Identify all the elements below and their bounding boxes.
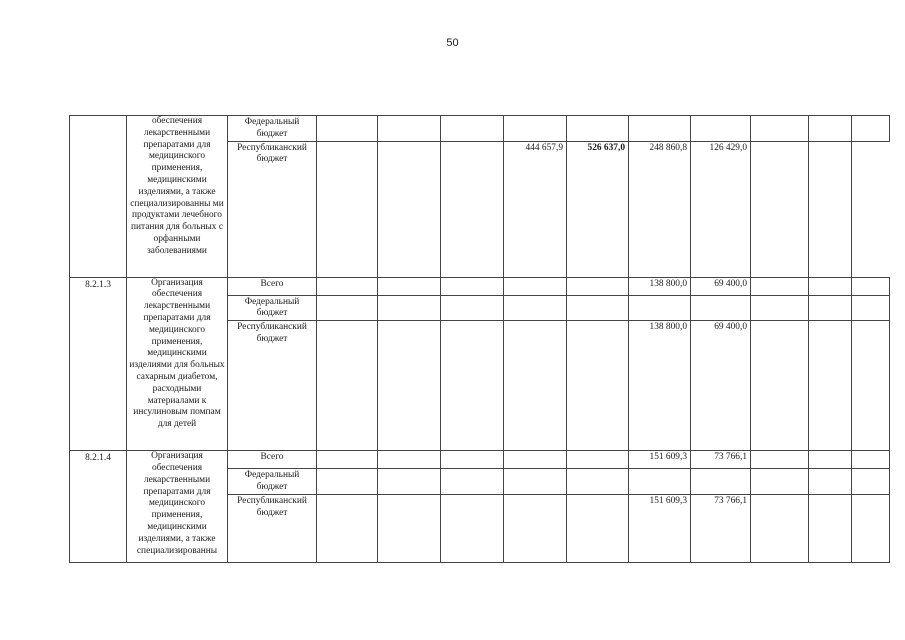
value-cell: 73 766,1 <box>691 494 751 562</box>
source-republic-cell: Республиканский бюджет <box>228 321 317 451</box>
value-cell: 444 657,9 <box>504 141 567 277</box>
source-republic-cell: Республиканский бюджет <box>228 141 317 277</box>
source-total-cell: Всего <box>228 277 317 295</box>
measure-name-cell: Организация обеспечения лекарственными препаратами для медицинского применения, медицинскими изделиями, а также специализированны <box>127 451 228 563</box>
code-cell: 8.2.1.4 <box>70 451 127 563</box>
value-cell: 126 429,0 <box>691 141 751 277</box>
value-cell: 248 860,8 <box>629 141 691 277</box>
table-row <box>70 451 890 469</box>
measure-name-cell: Организация обеспечения лекарственными препаратами для медицинского применения, медицинскими изделиями для больных сахарным диабетом, расходными материалами к инсулиновым помпам для детей <box>127 277 228 451</box>
value-cell: 151 609,3 <box>629 494 691 562</box>
source-federal-cell: Федеральный бюджет <box>228 295 317 321</box>
code-cell <box>70 116 127 278</box>
source-federal-cell: Федеральный бюджет <box>228 116 317 142</box>
value-cell: 69 400,0 <box>691 277 751 295</box>
value-cell: 73 766,1 <box>691 451 751 469</box>
table-row <box>70 277 890 295</box>
source-total-cell: Всего <box>228 451 317 469</box>
value-cell: 69 400,0 <box>691 321 751 451</box>
value-cell: 151 609,3 <box>629 451 691 469</box>
budget-table <box>69 115 890 563</box>
code-cell: 8.2.1.3 <box>70 277 127 451</box>
value-cell: 138 800,0 <box>629 277 691 295</box>
source-republic-cell: Республиканский бюджет <box>228 494 317 562</box>
page-number: 50 <box>446 37 459 49</box>
value-cell: 526 637,0 <box>567 141 629 277</box>
measure-name-cell: обеспечения лекарственными препаратами для медицинского применения, медицинскими изделиями, а также специализированны ми продуктами лечебного питания для больных с орфанными заболеваниями <box>127 116 228 278</box>
source-federal-cell: Федеральный бюджет <box>228 469 317 495</box>
table-row <box>70 116 890 142</box>
value-cell: 138 800,0 <box>629 321 691 451</box>
